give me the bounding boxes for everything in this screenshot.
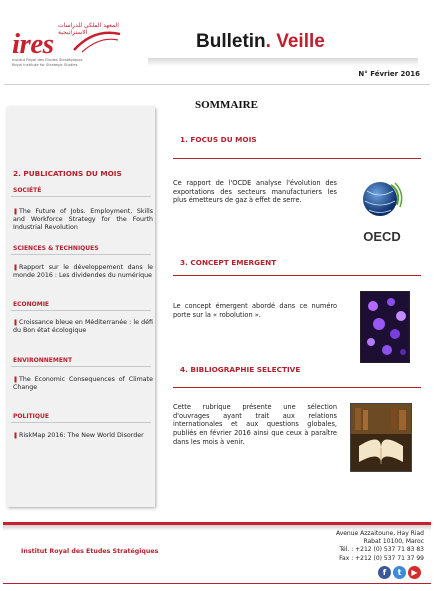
bullet-icon: ❚ <box>13 432 19 439</box>
publication-title: Rapport sur le développement dans le monde 2016 : Les dividendes du numérique <box>13 264 153 279</box>
logo-wordmark: ires <box>12 28 54 60</box>
youtube-icon[interactable]: ▶ <box>408 566 421 579</box>
section-heading-biblio: 4. BIBLIOGRAPHIE SELECTIVE <box>180 365 301 374</box>
books-image <box>350 403 412 472</box>
section-text-concept: Le concept émergent abordé dans ce numéro porte sur la « robolution ». <box>173 302 337 319</box>
footer-address <box>284 530 424 563</box>
category-label: SOCIÉTÉ <box>13 187 42 194</box>
publication-title: The Economic Consequences of Climate Change <box>13 376 153 391</box>
category-divider <box>11 310 151 311</box>
publication-title: The Future of Jobs. Employment, Skills and Workforce Strategy for the Fourth Industrial Revolution <box>13 208 153 231</box>
category-label: POLITIQUE <box>13 413 49 420</box>
address-line: Tél. : +212 (0) 537 71 83 83 <box>339 546 424 554</box>
bullet-icon: ❚ <box>13 208 19 215</box>
category-divider <box>11 254 151 255</box>
title-separator: . <box>265 31 271 52</box>
address-line: Fax : +212 (0) 537 71 37 99 <box>339 554 424 562</box>
publication-title: Croissance bleue en Méditerranée : le défi du Bon état écologique <box>13 319 153 334</box>
category-divider <box>11 422 151 423</box>
category-label: ENVIRONNEMENT <box>13 357 73 364</box>
swoosh-icon <box>72 26 122 56</box>
address-line: Avenue Azzaitoune, Hay Riad <box>335 530 424 537</box>
logo-arabic-text: المعهد الملكي للدراسات الاستراتيجية <box>58 22 119 36</box>
section-heading-concept: 3. CONCEPT EMERGENT <box>180 258 277 267</box>
section-heading-focus: 1. FOCUS DU MOIS <box>180 135 257 144</box>
publication-item[interactable] <box>13 376 153 392</box>
issue-number: N° Février 2016 <box>358 70 420 78</box>
bulletin-title <box>196 31 325 53</box>
header-shadow <box>148 58 418 66</box>
title-part-2: Veille <box>270 31 325 52</box>
section-text-biblio: Cette rubrique présente une sélection d'ouvrages ayant trait aux relations internationales et aux questions globales, publiés en février 2016 ainsi que ceux à paraître dans les mois à venir. <box>173 403 337 446</box>
logo-subtitle-line: Institut Royal des Etudes Stratégiques <box>12 58 83 62</box>
section-text-focus: Ce rapport de l'OCDE analyse l'évolution des exportations des secteurs manufacturiers les plus émetteurs de gaz à effet de serre. <box>173 179 337 205</box>
bullet-icon: ❚ <box>13 376 19 383</box>
publication-item[interactable] <box>13 319 153 335</box>
ires-logo <box>12 22 132 74</box>
category-divider <box>11 366 151 367</box>
section-divider <box>173 387 421 388</box>
section-divider <box>173 275 421 276</box>
publication-title: RiskMap 2016: The New World Disorder <box>19 432 144 439</box>
oecd-logo-image <box>357 177 407 247</box>
header-divider <box>4 84 430 85</box>
logo-subtitle <box>12 58 122 67</box>
address-line: Rabat 10100, Maroc <box>363 538 424 546</box>
publication-item[interactable] <box>13 208 153 232</box>
category-divider <box>11 196 151 197</box>
sidebar-heading: 2. PUBLICATIONS DU MOIS <box>13 169 122 178</box>
sidebar-publications <box>7 107 155 507</box>
title-part-1: Bulletin <box>196 31 266 52</box>
robots-image <box>360 291 410 363</box>
category-label: SCIENCES & TECHNIQUES <box>13 245 99 252</box>
twitter-icon[interactable]: t <box>393 566 406 579</box>
facebook-icon[interactable]: f <box>378 566 391 579</box>
page-title: SOMMAIRE <box>195 99 258 111</box>
logo-subtitle-line: Royal Institute for Strategic Studies <box>12 62 78 67</box>
publication-item[interactable] <box>13 432 153 440</box>
bullet-icon: ❚ <box>13 264 19 271</box>
footer-organization: Institut Royal des Etudes Stratégiques <box>21 548 159 555</box>
section-divider <box>173 158 421 159</box>
category-label: ECONOMIE <box>13 301 50 308</box>
publication-item[interactable] <box>13 264 153 280</box>
footer-divider <box>3 583 431 584</box>
oecd-label: OECD <box>363 229 401 244</box>
bullet-icon: ❚ <box>13 319 19 326</box>
